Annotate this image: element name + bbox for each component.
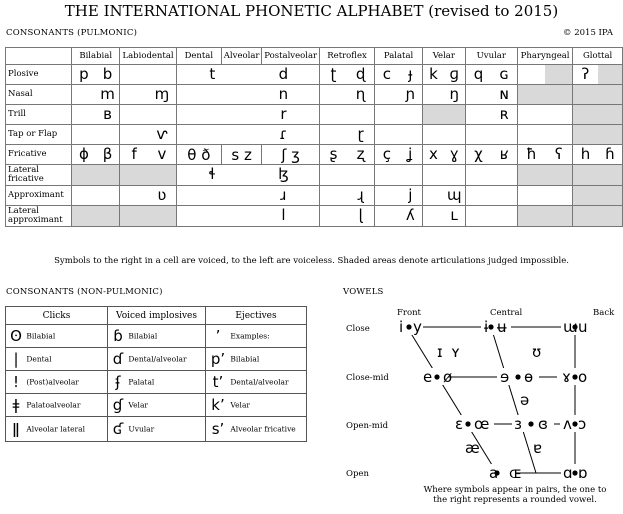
ipa-symbol: d bbox=[278, 65, 289, 83]
vowel-symbol: ɔ bbox=[578, 415, 587, 433]
ipa-symbol: ɹ bbox=[280, 186, 287, 204]
symbol-description: Examples: bbox=[228, 331, 270, 341]
vowel-symbol: ɯ bbox=[563, 318, 578, 336]
ipa-symbol: ɣ bbox=[449, 145, 459, 163]
ipa-symbol: tʼ bbox=[212, 373, 224, 391]
col-palatal: Palatal bbox=[375, 48, 423, 65]
ipa-symbol: ɲ bbox=[405, 85, 416, 103]
ipa-symbol: pʼ bbox=[210, 350, 226, 368]
ipa-symbol: ʝ bbox=[408, 145, 413, 163]
vowel-symbol: i bbox=[399, 318, 404, 336]
ipa-symbol: ʂ bbox=[329, 145, 338, 163]
symbol-description: Bilabial bbox=[126, 331, 158, 341]
ipa-symbol: ʛ bbox=[112, 420, 124, 438]
ipa-symbol: ʄ bbox=[115, 373, 121, 391]
vowel-symbol: ɪ bbox=[437, 343, 443, 361]
ipa-symbol: h bbox=[580, 145, 591, 163]
col-alveolar: Alveolar bbox=[221, 48, 262, 65]
ipa-symbol: ɸ bbox=[78, 145, 89, 163]
ipa-symbol: | bbox=[13, 350, 19, 368]
ipa-symbol: ɾ bbox=[279, 125, 288, 143]
symbol-description: Bilabial bbox=[24, 331, 56, 341]
row-label: Approximant bbox=[6, 186, 72, 206]
symbol-description: Dental/alveolar bbox=[126, 354, 187, 364]
ipa-symbol: ɮ bbox=[278, 165, 289, 183]
ipa-symbol: ʕ bbox=[554, 145, 563, 163]
ipa-symbol: x bbox=[428, 145, 438, 163]
ipa-symbol: ɦ bbox=[605, 145, 615, 163]
ipa-symbol: v bbox=[157, 145, 167, 163]
vowels-heading: VOWELS bbox=[343, 287, 384, 297]
ipa-symbol: ɠ bbox=[112, 396, 124, 414]
row-label: Plosive bbox=[6, 65, 72, 85]
ipa-symbol: ǂ bbox=[12, 396, 20, 414]
symbol-description: Uvular bbox=[126, 424, 155, 434]
ipa-symbol: ħ bbox=[526, 145, 537, 163]
height-close: Close bbox=[346, 324, 370, 334]
vowel-dot bbox=[488, 324, 493, 329]
ipa-symbol: ɰ bbox=[446, 186, 462, 204]
vowel-symbol: ɐ bbox=[533, 439, 543, 457]
col-implosives: Voiced implosives bbox=[108, 307, 206, 325]
height-open: Open bbox=[346, 469, 369, 479]
vowel-symbol: ɨ bbox=[484, 318, 489, 336]
chart-title: THE INTERNATIONAL PHONETIC ALPHABET (revised to 2015) bbox=[64, 2, 559, 20]
ipa-symbol: c bbox=[382, 65, 391, 83]
col-glottal: Glottal bbox=[573, 48, 623, 65]
vowel-symbol: o bbox=[578, 368, 588, 386]
ipa-symbol: ⱱ bbox=[156, 125, 168, 143]
pulmonic-footnote: Symbols to the right in a cell are voiced, to the left are voiceless. Shaded areas denote articulations judged impossible. bbox=[54, 256, 569, 266]
nonpulmonic-heading: CONSONANTS (NON-PULMONIC) bbox=[6, 287, 163, 297]
back-label: Back bbox=[593, 308, 615, 318]
col-labiodental: Labiodental bbox=[120, 48, 176, 65]
ipa-symbol: f bbox=[131, 145, 137, 163]
ipa-symbol: ʼ bbox=[215, 327, 221, 345]
vowel-dot bbox=[572, 470, 577, 475]
ipa-symbol: ɡ bbox=[449, 65, 459, 83]
ipa-symbol: ǁ bbox=[12, 420, 20, 438]
vowel-symbol: ɘ bbox=[500, 368, 510, 386]
ipa-symbol: ʋ bbox=[157, 186, 167, 204]
vowel-symbol: ʉ bbox=[497, 318, 507, 336]
vowel-trapezium bbox=[407, 327, 575, 473]
vowel-symbol: ɜ bbox=[514, 415, 522, 433]
ipa-symbol: ɻ bbox=[357, 186, 364, 204]
ipa-symbol: ʔ bbox=[581, 65, 590, 83]
symbol-description: Alveolar fricative bbox=[228, 424, 296, 434]
symbol-description: Velar bbox=[228, 400, 251, 410]
vowel-symbol: ɑ bbox=[563, 464, 573, 482]
ipa-symbol: ʟ bbox=[450, 206, 459, 224]
height-open-mid: Open-mid bbox=[346, 421, 389, 431]
ipa-symbol: χ bbox=[474, 145, 483, 163]
ipa-symbol: ŋ bbox=[449, 85, 459, 103]
ipa-symbol: ʀ bbox=[499, 105, 509, 123]
ipa-symbol: ʃ ʒ bbox=[281, 145, 300, 164]
vowel-dot bbox=[515, 374, 520, 379]
ipa-symbol: ʘ bbox=[10, 327, 22, 345]
ipa-symbol: β bbox=[102, 145, 113, 163]
ipa-symbol: ʐ bbox=[356, 145, 365, 163]
vowel-symbol: æ bbox=[465, 439, 480, 457]
ipa-symbol: ʎ bbox=[405, 206, 415, 224]
vowel-symbol: ʏ bbox=[451, 343, 461, 361]
vowel-dot bbox=[434, 374, 439, 379]
symbol-description: Alveolar lateral bbox=[24, 424, 86, 434]
vowel-symbol: ɶ bbox=[509, 464, 522, 482]
height-close-mid: Close-mid bbox=[346, 373, 389, 383]
symbol-description: Dental bbox=[24, 354, 52, 364]
vowel-symbol: ɵ bbox=[524, 368, 534, 386]
ipa-symbol: ʈ bbox=[330, 65, 337, 83]
vowel-dot bbox=[572, 421, 577, 426]
vowel-symbol: e bbox=[423, 368, 433, 386]
col-postalveolar: Postalveolar bbox=[262, 48, 320, 65]
ipa-symbol: m bbox=[100, 85, 115, 103]
ipa-symbol: ʙ bbox=[103, 105, 112, 123]
vowel-dot bbox=[465, 421, 470, 426]
col-velar: Velar bbox=[423, 48, 466, 65]
ipa-symbol: ɖ bbox=[355, 65, 366, 83]
ipa-symbol: n bbox=[278, 85, 289, 103]
vowel-symbol: œ bbox=[474, 415, 490, 433]
row-label: Fricative bbox=[6, 145, 72, 165]
vowel-symbol: ɤ bbox=[562, 368, 571, 386]
col-clicks: Clicks bbox=[6, 307, 108, 325]
ipa-symbol: ɽ bbox=[357, 125, 364, 143]
vowel-symbol: y bbox=[413, 318, 422, 336]
symbol-description: Palatoalveolar bbox=[24, 400, 81, 410]
symbol-description: (Post)alveolar bbox=[24, 377, 79, 387]
vowel-symbol: ɒ bbox=[578, 464, 588, 482]
row-label: Lateral approximant bbox=[6, 206, 72, 227]
ipa-symbol: ɬ bbox=[208, 165, 216, 183]
ipa-symbol: l bbox=[281, 206, 286, 224]
ipa-symbol: ç bbox=[382, 145, 391, 163]
symbol-description: Dental/alveolar bbox=[228, 377, 289, 387]
ipa-symbol: q bbox=[473, 65, 484, 83]
row-label: Trill bbox=[6, 105, 72, 125]
vowel-dot bbox=[528, 421, 533, 426]
ipa-symbol: ɗ bbox=[112, 350, 124, 368]
ipa-symbol: ʁ bbox=[499, 145, 509, 163]
symbol-description: Velar bbox=[126, 400, 149, 410]
ipa-symbol: ɟ bbox=[408, 65, 413, 83]
ipa-symbol: r bbox=[280, 105, 287, 123]
ipa-symbol: ɴ bbox=[499, 85, 509, 103]
ipa-symbol: t bbox=[209, 65, 216, 83]
central-label: Central bbox=[490, 308, 523, 318]
ipa-symbol: ɱ bbox=[154, 85, 170, 103]
ipa-symbol: j bbox=[408, 186, 413, 204]
ipa-symbol: ɳ bbox=[355, 85, 366, 103]
front-label: Front bbox=[397, 308, 421, 318]
col-retroflex: Retroflex bbox=[319, 48, 374, 65]
ipa-symbol: ɭ bbox=[358, 206, 363, 224]
copyright: © 2015 IPA bbox=[563, 28, 613, 38]
vowel-symbol: u bbox=[578, 318, 588, 336]
ipa-symbol: kʼ bbox=[211, 396, 225, 414]
symbol-description: Palatal bbox=[126, 377, 155, 387]
row-label: Tap or Flap bbox=[6, 125, 72, 145]
ipa-symbol: s z bbox=[231, 145, 252, 164]
col-bilabial: Bilabial bbox=[72, 48, 120, 65]
row-label: Nasal bbox=[6, 85, 72, 105]
col-ejectives: Ejectives bbox=[206, 307, 307, 325]
ipa-symbol: θ ð bbox=[187, 145, 211, 164]
ipa-symbol: ! bbox=[12, 373, 19, 391]
symbol-description: Bilabial bbox=[228, 354, 260, 364]
ipa-symbol: b bbox=[102, 65, 113, 83]
vowel-symbol: ə bbox=[520, 391, 530, 409]
col-pharyngeal: Pharyngeal bbox=[517, 48, 572, 65]
vowel-dot bbox=[406, 324, 411, 329]
ipa-symbol: ɓ bbox=[113, 327, 123, 345]
ipa-symbol: sʼ bbox=[211, 420, 225, 438]
ipa-symbol: ɢ bbox=[499, 65, 509, 83]
row-label: Lateral fricative bbox=[6, 165, 72, 186]
vowel-symbol: ø bbox=[443, 368, 453, 386]
ipa-symbol: p bbox=[79, 65, 89, 83]
col-uvular: Uvular bbox=[465, 48, 517, 65]
ipa-symbol: k bbox=[429, 65, 438, 83]
vowel-symbol: a bbox=[489, 464, 499, 482]
vowel-note: Where symbols appear in pairs, the one to the right represents a rounded vowel. bbox=[423, 485, 607, 505]
vowel-symbol: ɛ bbox=[455, 415, 464, 433]
vowel-dot bbox=[572, 374, 577, 379]
col-dental: Dental bbox=[176, 48, 221, 65]
central-edge bbox=[491, 327, 536, 473]
vowel-symbol: ɞ bbox=[538, 415, 548, 433]
vowel-symbol: ʊ bbox=[532, 343, 542, 361]
pulmonic-heading: CONSONANTS (PULMONIC) bbox=[6, 28, 138, 38]
vowel-symbol: ʌ bbox=[563, 415, 572, 433]
